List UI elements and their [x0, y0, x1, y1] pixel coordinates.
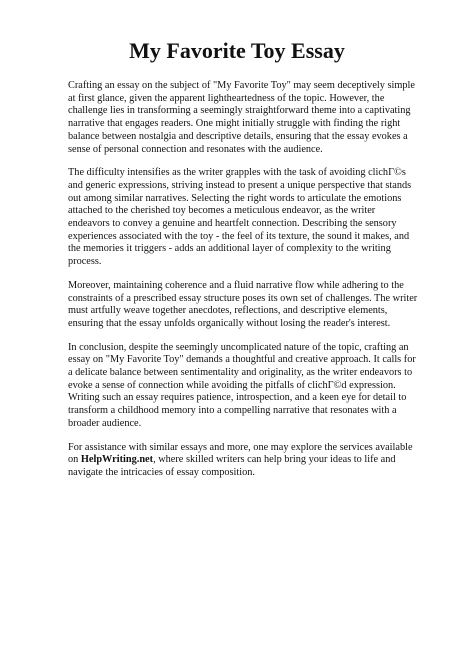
- paragraph-closing: [68, 442, 418, 480]
- paragraph-difficulty: The difficulty intensifies as the writer grapples with the task of avoiding clichГ©s and generic expressions, striving instead to present a unique perspective that stands out among similar narratives. Selecting the right words to articulate the emotions attached to the cherished toy becomes a meticulous endeavor, as the writer endeavors to convey a genuine and heartfelt connection. Describing the sensory experiences associated with the toy - the feel of its texture, the sound it makes, and the memories it triggers - adds an additional layer of complexity to the writing process.: [68, 167, 412, 268]
- document-title: My Favorite Toy Essay: [129, 38, 345, 63]
- paragraph-intro: Crafting an essay on the subject of "My Favorite Toy" may seem deceptively simple at first glance, given the apparent lightheartedness of the topic. However, the challenge lies in transforming a seemingly straightforward theme into a captivating narrative that engages readers. One might initially struggle with finding the right balance between nostalgia and descriptive details, ensuring that the essay evokes a sense of personal connection and resonates with the audience.: [68, 80, 415, 155]
- closing-text-after: , where skilled writers can help bring your ideas to life and navigate the intricacies of essay composition.: [68, 454, 396, 478]
- paragraph-coherence: Moreover, maintaining coherence and a fluid narrative flow while adhering to the constraints of a prescribed essay structure poses its own set of challenges. The writer must artfully weave together anecdotes, reflections, and descriptive elements, ensuring that the essay unfolds organically without losing the reader's interest.: [68, 279, 418, 329]
- helpwriting-link[interactable]: HelpWriting.net: [80, 454, 154, 466]
- document-body: [68, 80, 418, 491]
- paragraph-conclusion: In conclusion, despite the seemingly uncomplicated nature of the topic, crafting an essay on "My Favorite Toy" demands a thoughtful and creative approach. It calls for a delicate balance between sentimentality and originality, as the writer endeavors to evoke a sense of connection while avoiding the pitfalls of clichГ©d expression. Writing such an essay requires patience, introspection, and a keen eye for detail to transform a childhood memory into a compelling narrative that resonates with a broader audience.: [68, 341, 416, 429]
- closing-text-before: For assistance with similar essays and more, one may explore the services available on: [68, 441, 413, 466]
